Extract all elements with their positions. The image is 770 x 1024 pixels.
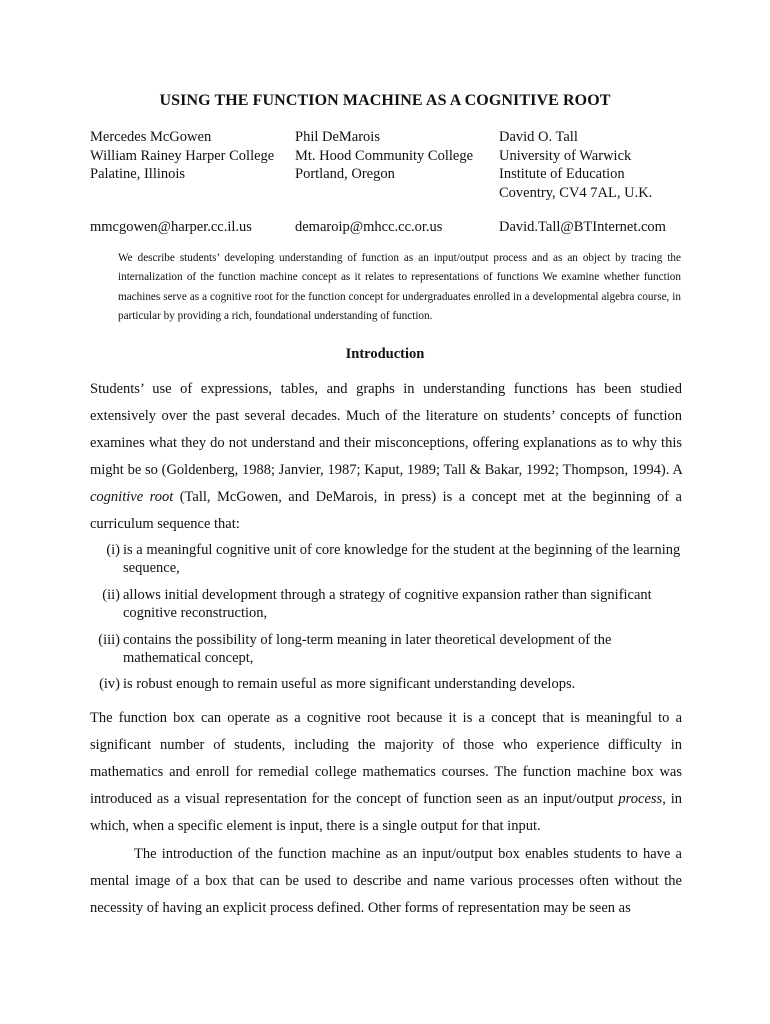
author-email-demarois: demaroip@mhcc.cc.or.us: [295, 219, 443, 235]
criteria-list: [84, 541, 684, 702]
paragraph-text: , in which, when a specific element is input, there is a single output for that input.: [90, 791, 682, 835]
paragraph-text: (Tall, McGowen, and DeMarois, in press) is a concept met at the beginning of a curriculum sequence that:: [90, 489, 682, 533]
author-name: Phil DeMarois: [295, 129, 380, 145]
list-item-number: (ii): [102, 586, 120, 603]
list-item-number: (i): [106, 542, 120, 558]
section-heading-introduction: Introduction: [345, 346, 425, 362]
author-name: Mercedes McGowen: [90, 129, 212, 145]
abstract: We describe students’ developing understanding of function as an input/output process and as an object by tracing the internalization of the function machine concept as it relates to representations of functions We examine whether function machines serve as a cognitive root for the function concept for undergraduates enrolled in a developmental algebra course, in particular by providing a rich, foundational understanding of function.: [118, 252, 681, 322]
author-email-tall: David.Tall@BTInternet.com: [499, 219, 666, 235]
author-block-tall: [499, 128, 652, 202]
author-location: Portland, Oregon: [295, 166, 395, 182]
list-item-text: contains the possibility of long-term meaning in later theoretical development of the mathematical concept,: [123, 631, 612, 666]
list-item: [84, 586, 684, 622]
author-location: Coventry, CV4 7AL, U.K.: [499, 184, 653, 201]
author-location: Palatine, Illinois: [90, 166, 186, 182]
list-item-number: (iii): [98, 631, 120, 648]
list-item: [84, 631, 684, 667]
list-item-text: is a meaningful cognitive unit of core knowledge for the student at the beginning of the learning sequence,: [123, 542, 681, 577]
body-paragraph: [90, 376, 682, 539]
author-name: David O. Tall: [499, 129, 578, 145]
author-affiliation: William Rainey Harper College: [90, 147, 275, 164]
author-affiliation: Mt. Hood Community College: [295, 147, 474, 164]
paragraph-text: Students’ use of expressions, tables, and graphs in understanding functions has been studied extensively over the past several decades. Much of the literature on students’ concepts of function examines what they do not understand and their misconceptions, offering explanations as to why this might be so (Goldenberg, 1988; Janvier, 1987; Kaput, 1989; Tall & Bakar, 1992; Thompson, 1994). A: [90, 381, 682, 479]
list-item-text: is robust enough to remain useful as more significant understanding develops.: [123, 676, 576, 693]
list-item-text: allows initial development through a strategy of cognitive expansion rather than significant cognitive reconstruction,: [123, 586, 652, 621]
emphasis-term: process: [618, 791, 663, 808]
body-paragraph: The introduction of the function machine as an input/output box enables students to have a mental image of a box that can be used to describe and name various processes often without the necessity of having an explicit process defined. Other forms of representation may be seen as: [90, 846, 682, 917]
body-paragraph: [90, 705, 682, 840]
emphasis-term: cognitive root: [90, 489, 174, 506]
author-location: Institute of Education: [499, 166, 625, 182]
list-item: [84, 675, 684, 693]
list-item: [84, 541, 684, 577]
paper-title: USING THE FUNCTION MACHINE AS A COGNITIVE ROOT: [159, 92, 611, 109]
list-item-number: (iv): [99, 676, 120, 693]
author-email-mcgowen: mmcgowen@harper.cc.il.us: [90, 219, 252, 235]
paragraph-text: The function box can operate as a cognitive root because it is a concept that is meaningful to a significant number of students, including the majority of those who experience difficulty in mathematics and enroll for remedial college mathematics courses. The function machine box was introduced as a visual representation for the concept of function seen as an input/output: [90, 710, 682, 808]
author-affiliation: University of Warwick: [499, 147, 632, 164]
author-block-demarois: [295, 128, 473, 184]
author-block-mcgowen: [90, 128, 274, 184]
